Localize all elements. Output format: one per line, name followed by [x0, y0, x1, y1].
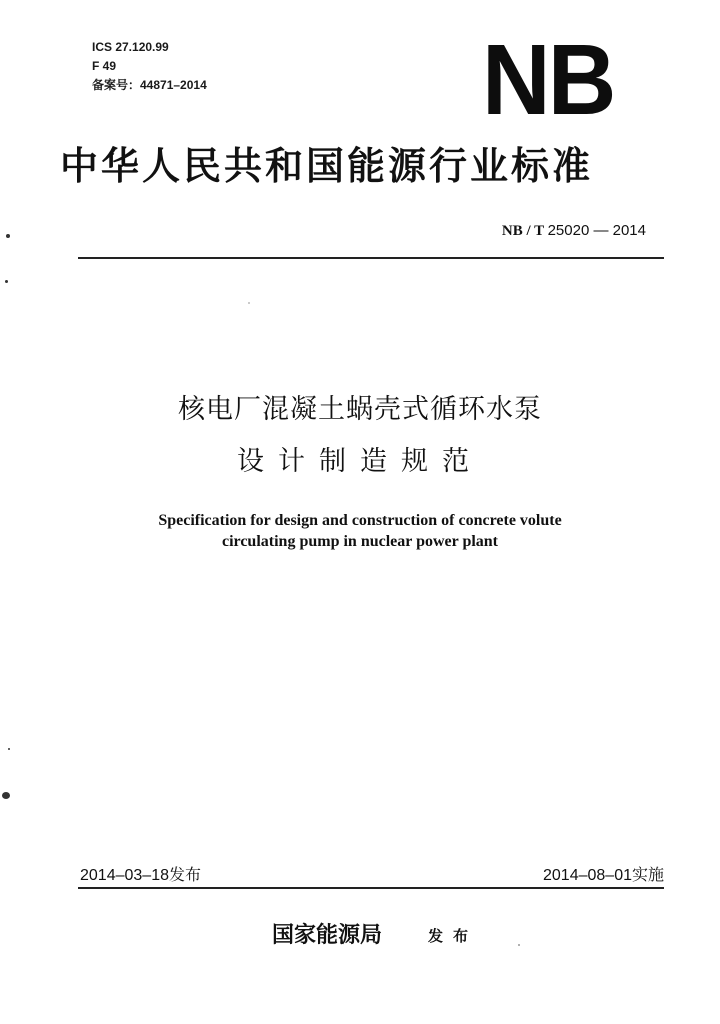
- document-metadata: [92, 38, 207, 95]
- record-number: 备案号：44871–2014: [92, 78, 207, 92]
- issue-date: 2014–03–18发布: [80, 867, 201, 884]
- ics-code: ICS 27.120.99: [92, 40, 169, 54]
- standard-category-heading: 中华人民共和国能源行业标准: [60, 143, 594, 188]
- standard-code-prefix: NB / T: [501, 223, 544, 239]
- scan-speck: [2, 792, 10, 799]
- chinese-title-line1: 核电厂混凝土蜗壳式循环水泵: [178, 394, 542, 425]
- issuing-authority: 国家能源局: [272, 922, 383, 948]
- nb-logo: NB: [482, 24, 614, 136]
- scan-speck: [6, 234, 10, 238]
- bottom-divider: [78, 887, 664, 889]
- top-divider: [78, 257, 664, 259]
- scan-speck: [248, 302, 250, 304]
- ccs-code: F 49: [92, 59, 117, 73]
- english-title: [0, 510, 720, 552]
- issue-label: 发布: [428, 927, 479, 945]
- implementation-date: 2014–08–01实施: [543, 867, 664, 884]
- english-title-line1: Specification for design and construction of concrete volute: [158, 512, 562, 529]
- english-title-line2: circulating pump in nuclear power plant: [221, 533, 499, 550]
- scan-speck: [8, 748, 10, 750]
- chinese-title-line2: 设计制造规范: [237, 446, 483, 477]
- standard-code-number: 25020 — 2014: [547, 222, 646, 239]
- scan-speck: [518, 944, 520, 946]
- scan-speck: [5, 280, 8, 283]
- standard-code: [502, 222, 646, 240]
